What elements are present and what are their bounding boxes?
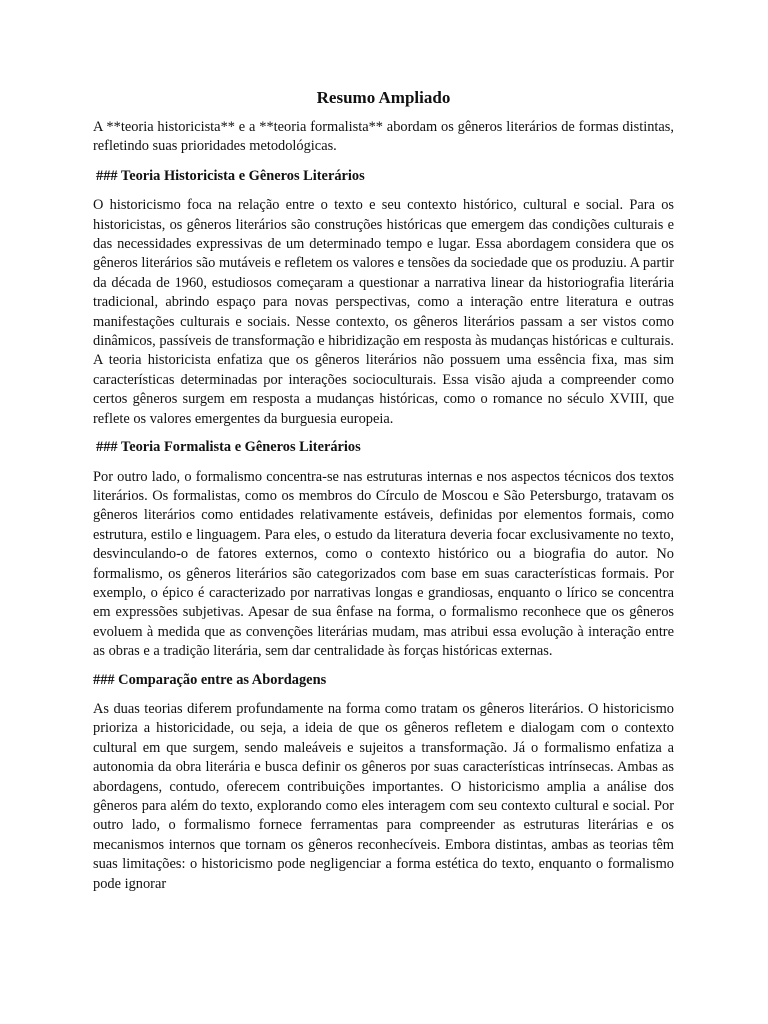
section-body-historicist: O historicismo foca na relação entre o texto e seu contexto histórico, cultural e social. Para os historicistas, os gêneros literários são construções históricas que emergem das condições culturais e das necessidades expressivas de um determinado tempo e lugar. Essa abordagem considera que os gêneros literários são mutáveis e refletem os valores e tensões da sociedade que os produziu. A partir da década de 1960, estudiosos começaram a questionar a narrativa linear da historiografia literária tradicional, abrindo espaço para novas perspectivas, como a interação entre literatura e outras manifestações culturais e sociais. Nesse contexto, os gêneros literários passam a ser vistos como dinâmicos, passíveis de transformação e hibridização em resposta às mudanças históricas e culturais. A teoria historicista enfatiza que os gêneros literários não possuem uma essência fixa, mas sim características determinadas por interações socioculturais. Essa visão ajuda a compreender como certos gêneros surgem em resposta a mudanças históricas, como o romance no século XVIII, que reflete os valores emergentes da burguesia europeia.: [93, 197, 674, 427]
document-title: Resumo Ampliado: [316, 88, 451, 107]
document-content: [93, 88, 674, 903]
section-body-comparison: As duas teorias diferem profundamente na forma como tratam os gêneros literários. O historicismo prioriza a historicidade, ou seja, a ideia de que os gêneros refletem e dialogam com o contexto cultural em que surgem, sendo maleáveis e sujeitos a transformação. Já o formalismo enfatiza a autonomia da obra literária e busca definir os gêneros por suas características intrínsecas. Ambas as abordagens, contudo, oferecem contribuições importantes. O historicismo amplia a análise dos gêneros para além do texto, explorando como eles interagem com seu contexto cultural e social. Por outro lado, o formalismo fornece ferramentas para compreender as estruturas literárias e os mecanismos internos que tornam os gêneros reconhecíveis. Embora distintas, ambas as teorias têm suas limitações: o historicismo pode negligenciar a forma estética do texto, enquanto o formalismo pode ignorar: [93, 700, 674, 892]
intro-paragraph: A **teoria historicista** e a **teoria formalista** abordam os gêneros literários de formas distintas, refletindo suas prioridades metodológicas.: [93, 119, 674, 155]
section-heading-formalist: ### Teoria Formalista e Gêneros Literários: [96, 439, 361, 456]
section-heading-historicist: ### Teoria Historicista e Gêneros Literários: [96, 167, 365, 184]
section-body-formalist: Por outro lado, o formalismo concentra-se nas estruturas internas e nos aspectos técnicos dos textos literários. Os formalistas, como os membros do Círculo de Moscou e São Petersburgo, tratavam os gêneros literários como entidades relativamente estáveis, definidas por elementos formais, como estrutura, estilo e linguagem. Para eles, o estudo da literatura deveria focar exclusivamente no texto, desvinculando-o de fatores externos, como o contexto histórico ou a biografia do autor. No formalismo, os gêneros literários são categorizados com base em suas características formais. Por exemplo, o épico é caracterizado por narrativas longas e grandiosas, enquanto o lírico se concentra em expressões subjetivas. Apesar de sua ênfase na forma, o formalismo reconhece que os gêneros evoluem à medida que as convenções literárias mudam, mas atribui essa evolução à interação entre as obras e a tradição literária, sem dar centralidade às forças históricas externas.: [93, 468, 674, 660]
section-heading-comparison: ### Comparação entre as Abordagens: [93, 671, 327, 688]
